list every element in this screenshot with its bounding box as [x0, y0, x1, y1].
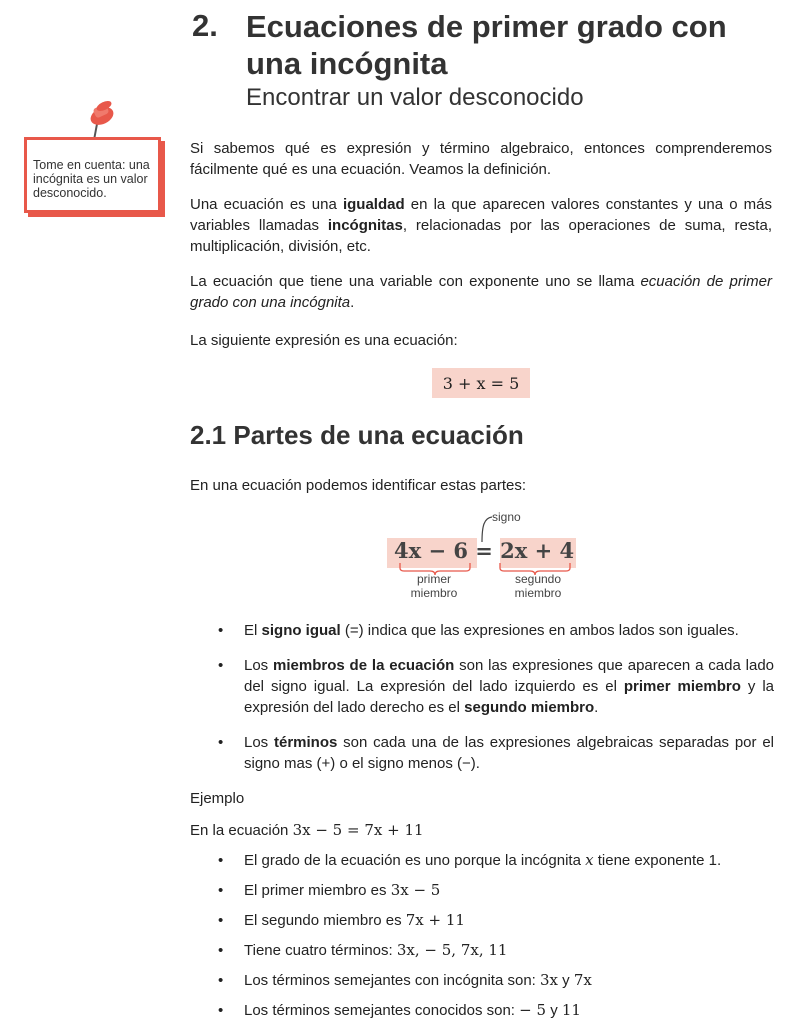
list-item: • Los términos son cada una de las expresiones algebraicas separadas por el signo mas (+) o el signo menos (−).: [218, 732, 774, 774]
section-number: 2.: [192, 8, 218, 43]
chapter-heading: [192, 8, 782, 112]
example-label-text: Ejemplo: [190, 790, 245, 807]
list-item: • El grado de la ecuación es uno porque la incógnita x tiene exponente 1.: [218, 850, 774, 871]
p3-text-a: La ecuación que tiene una variable con exponente uno se llama: [190, 273, 641, 290]
p3-text-c: .: [350, 294, 355, 311]
intro-text-1: Si sabemos qué es expresión y término algebraico, entonces comprenderemos fácilmente qué es una ecuación. Veamos la definición.: [190, 140, 772, 178]
list-item: • Los términos semejantes con incógnita son: 3x y 7x: [218, 970, 774, 991]
intro-paragraph-1: [190, 138, 772, 180]
p2-bold-igualdad: igualdad: [342, 196, 405, 213]
p2-text-c: en la que aparecen valores constantes y una o más variables llamadas: [190, 196, 773, 234]
example-label: [190, 788, 772, 809]
page-subtitle: Encontrar un valor desconocido: [246, 84, 584, 111]
example-equation: 3x − 5 = 7x + 11: [292, 821, 424, 839]
formula-text: 3 + x = 5: [442, 373, 520, 393]
p3-italic-term: ecuación de primer grado con una incógnita: [190, 273, 772, 311]
section-intro-text: En una ecuación podemos identificar estas partes:: [190, 477, 527, 494]
example-formula: [432, 368, 530, 398]
list-item: • El signo igual (=) indica que las expresiones en ambos lados son iguales.: [218, 620, 774, 641]
section-title: 2.1 Partes de una ecuación: [190, 420, 524, 450]
intro-paragraph-2: [190, 194, 772, 257]
example-intro: [190, 820, 772, 841]
equation-expression: 4x − 6 = 2x + 4: [394, 538, 575, 563]
side-note-text: Tome en cuenta: una incógnita es un valor desconocido.: [33, 158, 150, 200]
label-first-member: primer miembro: [410, 572, 458, 600]
example-intro-text: En la ecuación: [190, 822, 289, 839]
p2-text-a: Una ecuación es una: [190, 196, 343, 213]
definition-list: [218, 620, 774, 788]
page-title: Ecuaciones de primer grado con una incógnita: [246, 9, 727, 81]
list-item: • El primer miembro es 3x − 5: [218, 880, 774, 901]
list-item: • El segundo miembro es 7x + 11: [218, 910, 774, 931]
list-item: • Tiene cuatro términos: 3x, − 5, 7x, 11: [218, 940, 774, 961]
section-intro: [190, 475, 772, 496]
example-list: [218, 850, 774, 1030]
label-sign: signo: [492, 510, 521, 524]
list-item: • Los términos semejantes conocidos son: − 5 y 11: [218, 1000, 774, 1021]
equation-diagram: [380, 508, 600, 608]
intro-paragraph-4: [190, 330, 772, 351]
p2-bold-incognitas: incógnitas: [327, 217, 403, 234]
list-item: • Los miembros de la ecuación son las expresiones que aparecen a cada lado del signo igual. La expresión del lado izquierdo es el primer miembro y la expresión del lado derecho es el segundo miembro.: [218, 655, 774, 718]
p2-text-e: , relacionadas por las operaciones de suma, resta, multiplicación, división, etc.: [190, 217, 772, 255]
side-note: [24, 137, 161, 213]
label-second-member: segundo miembro: [514, 572, 562, 600]
intro-text-4: La siguiente expresión es una ecuación:: [190, 332, 458, 349]
intro-paragraph-3: [190, 271, 772, 313]
